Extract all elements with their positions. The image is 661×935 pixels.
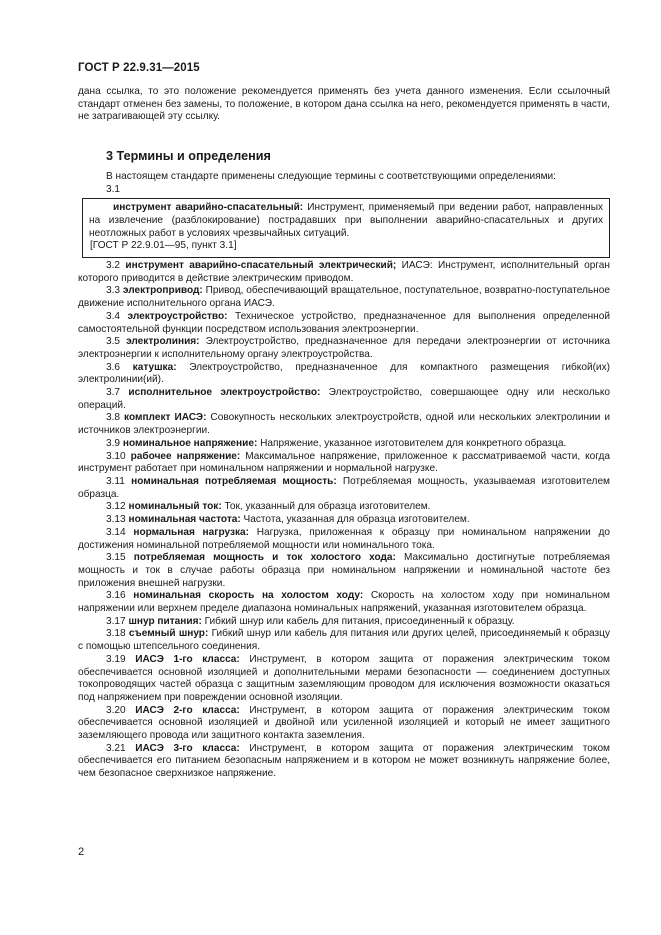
term-entry (78, 311, 610, 336)
term-number: 3.14 (106, 526, 126, 538)
term-name: нормальная нагрузка: (133, 526, 250, 538)
term-entry (78, 527, 610, 552)
term-entry (78, 438, 610, 451)
term-number: 3.11 (106, 475, 125, 487)
term-definition: Ток, указанный для образца изготовителем. (221, 501, 431, 513)
term-entry (78, 476, 610, 501)
term-entry (78, 654, 610, 705)
term-definition: Электроустройство, предназначенное для передачи электроэнергии от источника электроэнергии к исполнительному органу электроустройства. (78, 336, 610, 360)
term-definition: Максимальное напряжение, приложенное к рассматриваемой части, когда инструмент работает при номинальном напряжении и нормальной нагрузке. (78, 450, 610, 475)
term-number: 3.21 (106, 742, 126, 754)
page-number: 2 (78, 846, 85, 858)
document-body (78, 86, 610, 781)
term-definition: Совокупность нескольких электроустройств, одной или нескольких электролинии и источников электроэнергии. (78, 412, 610, 437)
term-number: 3.4 (106, 310, 121, 322)
term-number: 3.15 (106, 552, 126, 564)
term-number: 3.17 (106, 615, 126, 627)
section-title: 3 Термины и определения (106, 149, 271, 164)
term-entry (78, 628, 610, 653)
term-name: ИАСЭ 3-го класса: (135, 742, 240, 754)
term-number: 3.16 (106, 590, 126, 602)
term-name: электропривод: (122, 285, 203, 297)
term-name: ИАСЭ 2-го класса: (135, 704, 240, 716)
term-entry (78, 412, 610, 437)
term-number: 3.20 (106, 704, 126, 716)
term-number: 3.19 (106, 653, 126, 665)
term-definition: Частота, указанная для образца изготовителем. (240, 514, 470, 526)
term-name: номинальный ток: (128, 501, 222, 513)
term-number: 3.13 (106, 514, 126, 526)
term-name: номинальная частота: (128, 514, 241, 526)
document-header: ГОСТ Р 22.9.31—2015 (78, 62, 200, 74)
term-definition: Электроустройство, предназначенное для компактного размещения гибкой(их) электролинии(ий). (78, 361, 610, 386)
terms-list (78, 260, 610, 781)
term-entry (78, 616, 610, 629)
term-entry (78, 590, 610, 615)
term-entry (78, 501, 610, 514)
intro-paragraph: дана ссылка, то это положение рекомендуется применять без учета данного изменения. Если ссылочный стандарт отменен без замены, то положение, в котором дана ссылка на него, рекомендуется применять в части, не затрагивающей эту ссылку. (78, 86, 610, 123)
term-entry (78, 336, 610, 361)
term-number: 3.8 (106, 412, 121, 424)
term-number: 3.10 (106, 450, 126, 462)
term-name: катушка: (132, 361, 177, 373)
term-name: номинальная потребляемая мощность: (131, 475, 337, 487)
term-name: съемный шнур: (128, 628, 209, 640)
term-entry (78, 705, 610, 743)
term-definition: Техническое устройство, предназначенное для выполнения определенной самостоятельной функции посредством использования электроэнергии. (78, 310, 610, 335)
boxed-term-reference: [ГОСТ Р 22.9.01—95, пункт 3.1] (90, 240, 237, 252)
boxed-term-paragraph (89, 202, 603, 240)
term-name: исполнительное электроустройство: (128, 387, 321, 399)
term-name: номинальная скорость на холостом ходу: (133, 590, 364, 602)
boxed-term-text: Инструмент, применяемый при ведении работ, направленных на извлечение (разблокирование) пострадавших при выполнении аварийно-спасательных и других неотложных работ в условиях чрезвычайных ситуаций. (89, 202, 603, 239)
term-definition: Привод, обеспечивающий вращательное, поступательное, возвратно-поступательное движение исполнительного органа ИАСЭ. (78, 285, 610, 310)
term-entry (78, 552, 610, 590)
term-definition: Максимально достигнутые потребляемая мощность и ток в случае работы образца при номинальном напряжении и номинальной частоте без приложения внешней нагрузки. (78, 552, 610, 589)
term-definition: Гибкий шнур или кабель для питания или других целей, присоединяемый к образцу с помощью штепсельного соединения. (78, 628, 611, 653)
term-entry (78, 362, 610, 387)
section-lead: В настоящем стандарте применены следующие термины с соответствующими определениями: (106, 170, 556, 182)
boxed-term-name: инструмент аварийно-спасательный: (113, 202, 304, 214)
term-definition: Инструмент, в котором защита от поражения электрическим током обеспечивается основной изоляцией и дополнительными мерами безопасности — соединением доступных токопроводящих частей образца с защитным заземляющим проводом для исключения возможности оказаться под напряжением при повреждении основной изоляции. (78, 653, 610, 703)
term-name: шнур питания: (128, 615, 202, 627)
term-name: электролиния: (126, 336, 200, 348)
term-number: 3.7 (106, 387, 121, 399)
term-number: 3.6 (106, 361, 121, 373)
term-entry (78, 285, 610, 310)
term-entry (78, 387, 610, 412)
term-number: 3.18 (106, 628, 126, 640)
term-number: 3.12 (106, 501, 126, 513)
term-number: 3.3 (106, 285, 121, 297)
term-definition: Гибкий шнур или кабель для питания, присоединенный к образцу. (201, 615, 515, 627)
term-entry (78, 514, 610, 527)
term-name: рабочее напряжение: (130, 450, 241, 462)
boxed-term-definition (82, 198, 610, 258)
term-definition: ИАСЭ: Инструмент, исполнительный орган которого приводится в действие электрическим приводом. (78, 260, 610, 284)
term-name: ИАСЭ 1-го класса: (135, 653, 240, 665)
term-name: электроустройство: (127, 310, 228, 322)
term-number: 3.9 (106, 437, 121, 449)
term-entry (78, 743, 610, 781)
term-name: потребляемая мощность и ток холостого хода: (133, 552, 396, 564)
term-definition: Скорость на холостом ходу при номинальном напряжении или верхнем пределе диапазона номинальных напряжений, указанная изготовителем образца. (78, 590, 610, 615)
term-definition: Инструмент, в котором защита от поражения электрическим током обеспечивается основной изоляцией и двойной или усиленной изоляцией и который не имеет защитного заземляющего провода или защитного контакта заземления. (78, 704, 610, 742)
term-number: 3.2 (106, 260, 121, 272)
term-number: 3.5 (106, 336, 121, 348)
term-definition: Напряжение, указанное изготовителем для конкретного образца. (257, 437, 567, 449)
term-name: номинальное напряжение: (122, 437, 258, 449)
term-name: комплект ИАСЭ: (124, 412, 207, 424)
term-definition: Потребляемая мощность, указываемая изготовителем образца. (78, 475, 610, 500)
term-entry (78, 260, 610, 285)
term-definition: Инструмент, в котором защита от поражения электрическим током обеспечивается его питанием безопасным напряжением и в котором не может возникнуть напряжение более, чем безопасное сверхнизкое напряжение. (78, 742, 610, 780)
term-definition: Электроустройство, совершающее одну или несколько операций. (78, 387, 610, 411)
term-number-3-1: 3.1 (106, 183, 121, 195)
term-definition: Нагрузка, приложенная к образцу при номинальном напряжении до достижения номинальной потребляемой мощности или номинального тока. (78, 526, 610, 551)
term-name: инструмент аварийно-спасательный электрический; (125, 260, 397, 272)
term-entry (78, 451, 610, 476)
